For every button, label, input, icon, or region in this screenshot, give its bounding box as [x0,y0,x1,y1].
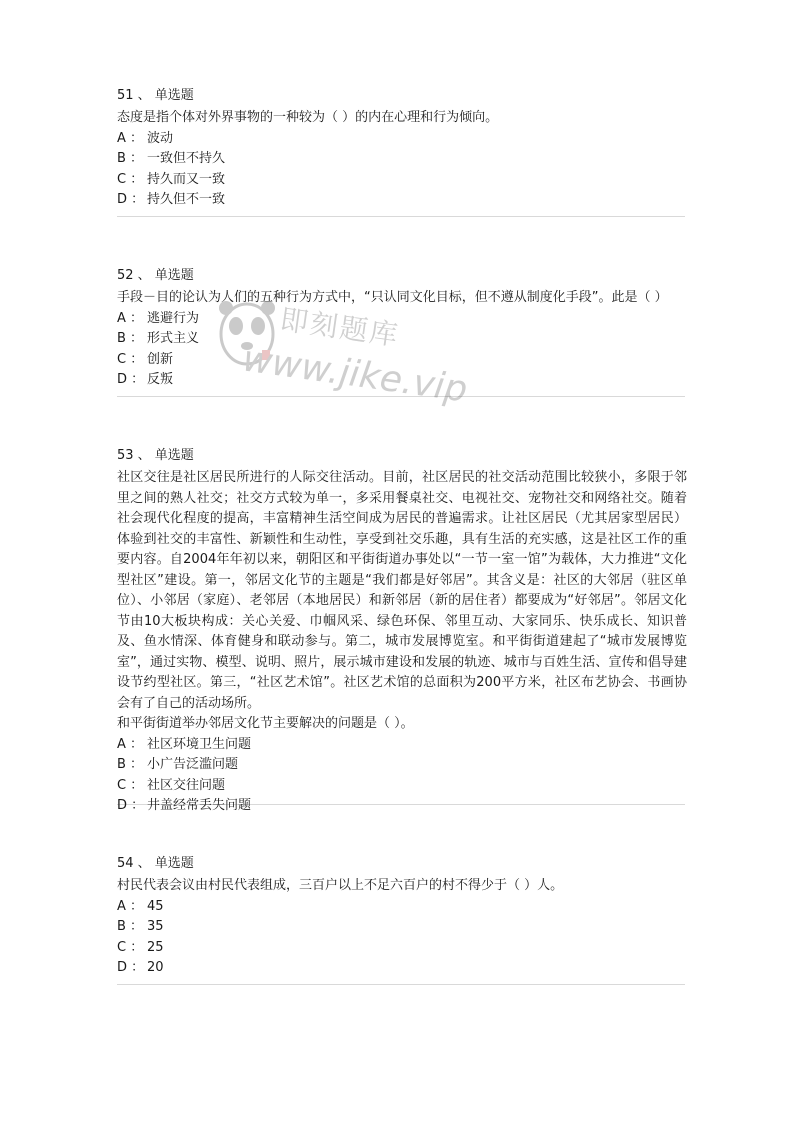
option-c[interactable] [117,938,687,959]
option-text: 反叛 [147,372,174,387]
option-text: 持久而又一致 [147,171,226,187]
option-letter: C ： [117,171,144,187]
option-text: 20 [147,960,164,975]
option-text: 25 [147,939,164,955]
option-text: 形式主义 [147,331,200,346]
option-d[interactable] [117,796,687,817]
question-passage: 社区交往是社区居民所进行的人际交往活动。目前，社区居民的社交活动范围比较狭小，多限于邻里之间的熟人社交；社交方式较为单一，多采用餐桌社交、电视社交、宠物社交和网络社交。随着社会现代化程度的提高，丰富精神生活空间成为居民的普遍需求。让社区居民（尤其居家型居民）体验到社交的丰富性、新颖性和生动性，享受到社交乐趣，具有生活的充实感，这是社区工作的重要内容。自2004年年初以来，朝阳区和平街街道办事处以“一节一室一馆”为载体，大力推进“文化型社区”建设。第一，邻居文化节的主题是“我们都是好邻居”。其含义是：社区的大邻居（驻区单位）、小邻居（家庭）、老邻居（本地居民）和新邻居（新的居住者）都要成为“好邻居”。邻居文化节由10大板块构成：关心关爱、巾帼风采、绿色环保、邻里互动、大家同乐、快乐成长、知识普及、鱼水情深、体育健身和联动参与。第二，城市发展博览室。和平街街道建起了“城市发展博览室”，通过实物、模型、说明、照片，展示城市建设和发展的轨迹、城市与百姓生活、宣传和倡导建设节约型社区。第三，“社区艺术馆”。社区艺术馆的总面积为200平方米，社区布艺协会、书画协会有了自己的活动场所。 [117,470,687,711]
option-d[interactable] [117,190,687,211]
question-divider [117,984,685,985]
option-text: 逃避行为 [147,310,200,326]
question-53 [117,446,687,813]
option-letter: A ： [117,736,144,752]
option-a[interactable] [117,309,687,330]
option-text: 社区交往问题 [147,777,226,793]
option-d[interactable] [117,958,687,979]
question-54 [117,854,687,984]
option-letter: C ： [117,939,144,955]
option-text: 小广告泛滥问题 [147,757,239,772]
question-stem: 村民代表会议由村民代表组成，三百户以上不足六百户的村不得少于（ ）人。 [117,878,564,893]
option-c[interactable] [117,350,687,371]
option-letter: C ： [117,777,144,793]
option-letter: B ： [117,757,144,772]
option-letter: D ： [117,192,145,207]
question-stem: 态度是指个体对外界事物的一种较为（ ）的内在心理和行为倾向。 [117,110,499,125]
option-letter: D ： [117,960,145,975]
option-text: 社区环境卫生问题 [147,736,252,752]
option-letter: A ： [117,310,144,326]
option-text: 创新 [147,351,174,367]
option-letter: B ： [117,151,144,166]
option-letter: D ： [117,372,145,387]
watermark-brand: 即刻题库 [278,302,402,353]
question-header: 52 、 单选题 [117,268,194,283]
option-text: 45 [147,898,164,914]
option-d[interactable] [117,370,687,391]
option-b[interactable] [117,917,687,938]
option-b[interactable] [117,329,687,350]
option-c[interactable] [117,776,687,797]
question-header: 54 、 单选题 [117,856,194,871]
option-text: 持久但不一致 [147,192,226,207]
option-text: 井盖经常丢失问题 [147,798,252,813]
question-51 [117,86,687,216]
option-text: 35 [147,919,164,934]
question-stem: 和平街街道举办邻居文化节主要解决的问题是（ ）。 [117,716,414,731]
option-c[interactable] [117,170,687,191]
watermark-url: www.jike.vip [240,338,470,411]
option-letter: A ： [117,130,144,146]
option-letter: B ： [117,919,144,934]
option-text: 波动 [147,130,174,146]
question-52 [117,266,687,396]
option-letter: A ： [117,898,144,914]
option-a[interactable] [117,897,687,918]
question-list [117,86,687,985]
question-stem: 手段－目的论认为人们的五种行为方式中，“只认同文化目标，但不遵从制度化手段”。此是（ ） [117,290,668,305]
option-b[interactable] [117,149,687,170]
option-b[interactable] [117,755,687,776]
option-a[interactable] [117,129,687,150]
option-letter: C ： [117,351,144,367]
option-letter: D ： [117,798,145,813]
question-header: 51 、 单选题 [117,88,194,103]
question-header: 53 、 单选题 [117,448,194,463]
option-a[interactable] [117,735,687,756]
option-text: 一致但不持久 [147,151,226,166]
option-letter: B ： [117,331,144,346]
